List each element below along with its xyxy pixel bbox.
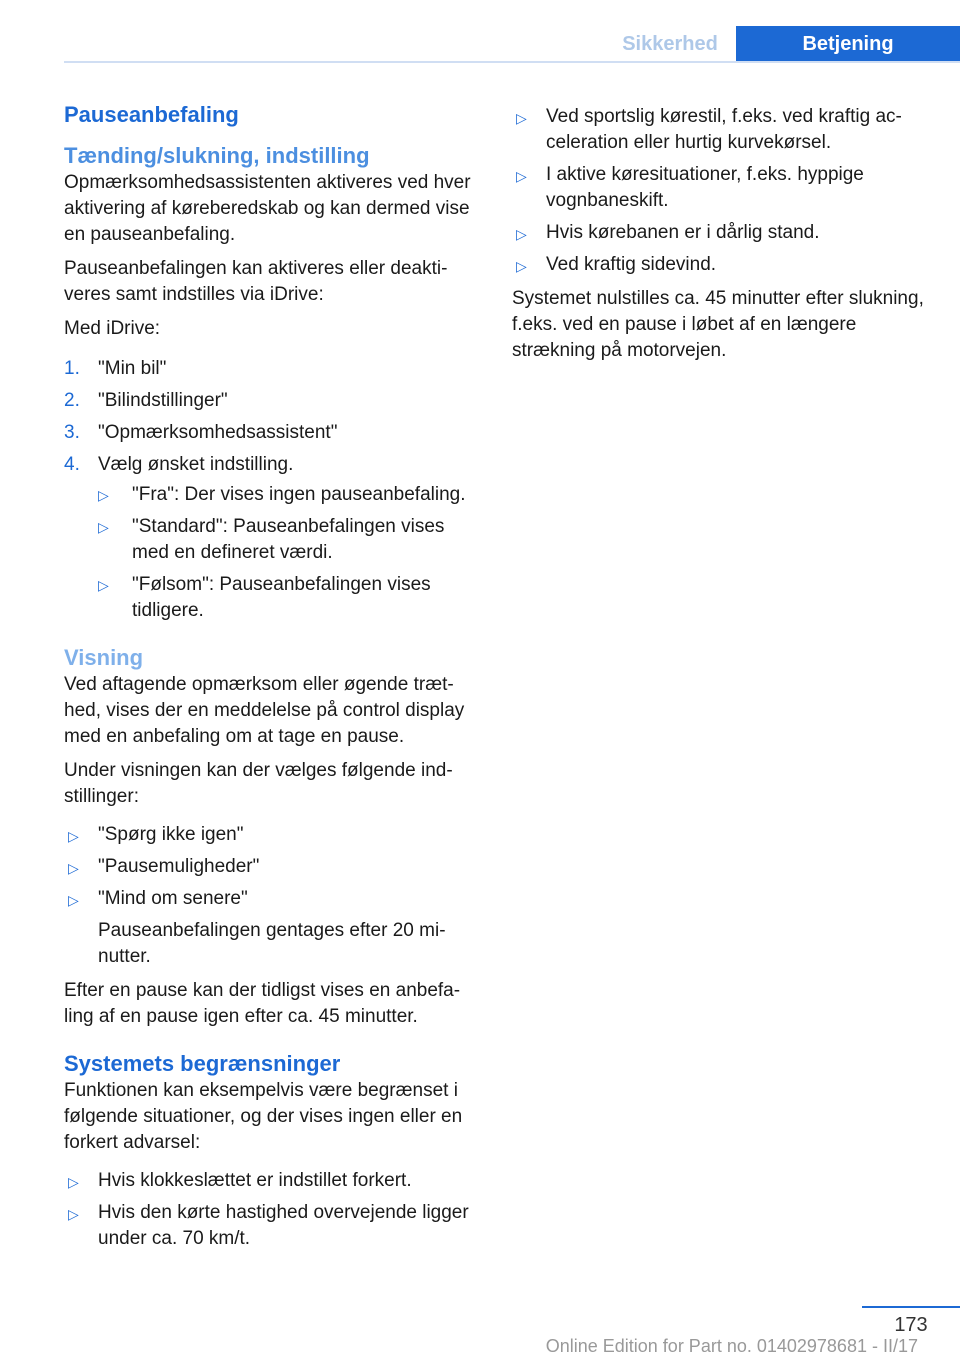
list-item — [512, 104, 930, 156]
list-item — [64, 356, 482, 382]
limits-list — [64, 1168, 482, 1252]
list-item — [64, 420, 482, 446]
paragraph: Ved aftagende opmærksom eller øgende træthed, vises der en meddelelse på control display med en anbefaling om at tage en pause. — [64, 674, 465, 747]
triangle-bullet-icon: ▷ — [98, 519, 109, 535]
list-item — [64, 388, 482, 414]
list-item — [64, 886, 482, 970]
option-text: "Standard": Pauseanbefalingen vises med en defineret værdi. — [132, 516, 445, 563]
page-number-rule — [862, 1306, 960, 1308]
step-text: "Bilindstillinger" — [98, 390, 228, 411]
list-item — [98, 514, 482, 566]
paragraph: Med iDrive: — [64, 318, 161, 339]
page-number: 173 — [894, 1314, 928, 1336]
triangle-bullet-icon: ▷ — [516, 226, 527, 242]
page-title: Pauseanbefaling — [64, 102, 239, 127]
header-divider — [64, 61, 960, 63]
list-item — [64, 1200, 482, 1252]
section-heading-display: Visning — [64, 645, 144, 670]
paragraph: Opmærksomhedsassistenten aktiveres ved hver aktivering af køreberedskab og kan dermed vise en pauseanbefaling. — [64, 172, 471, 245]
left-column — [64, 100, 482, 1260]
paragraph: Efter en pause kan der tidligst vises en anbefaling af en pause igen efter ca. 45 minutter. — [64, 980, 461, 1027]
step-number: 4. — [64, 454, 80, 475]
step-number: 2. — [64, 390, 80, 411]
triangle-bullet-icon: ▷ — [68, 828, 79, 844]
option-text: "Mind om senere" — [98, 888, 248, 909]
paragraph: Pauseanbefalingen kan aktiveres eller deaktiveres samt indstilles via iDrive: — [64, 258, 448, 305]
paragraph: Under visningen kan der vælges følgende indstillinger: — [64, 760, 453, 807]
triangle-bullet-icon: ▷ — [98, 577, 109, 593]
paragraph: Systemet nulstilles ca. 45 minutter efter slukning, f.eks. ved en pause i løbet af en længere strækning på motorvejen. — [512, 288, 924, 361]
section-heading-activation: Tænding/slukning, indstilling — [64, 143, 370, 168]
section-heading-limits: Systemets begrænsninger — [64, 1051, 341, 1076]
tab-sikkerhed[interactable]: Sikkerhed — [604, 26, 736, 62]
list-item — [64, 822, 482, 848]
triangle-bullet-icon: ▷ — [68, 1174, 79, 1190]
list-item — [98, 482, 482, 508]
setting-options-list — [98, 482, 482, 624]
triangle-bullet-icon: ▷ — [516, 110, 527, 126]
list-item — [64, 452, 482, 624]
option-text: "Spørg ikke igen" — [98, 824, 244, 845]
list-item — [512, 162, 930, 214]
limit-text: Ved sportslig kørestil, f.eks. ved kraftig acceleration eller hurtig kurvekørsel. — [546, 106, 902, 153]
limit-text: Ved kraftig sidevind. — [546, 254, 717, 275]
right-column — [512, 104, 930, 372]
display-options-list — [64, 822, 482, 970]
triangle-bullet-icon: ▷ — [68, 892, 79, 908]
step-text: Vælg ønsket indstilling. — [98, 454, 294, 475]
footer-edition: Online Edition for Part no. 01402978681 - II/17 — [545, 1336, 918, 1356]
option-text: "Følsom": Pauseanbefalingen vises tidligere. — [132, 574, 431, 621]
triangle-bullet-icon: ▷ — [68, 860, 79, 876]
step-number: 1. — [64, 358, 80, 379]
list-item — [64, 1168, 482, 1194]
limit-text: Hvis den kørte hastighed overvejende ligger under ca. 70 km/t. — [98, 1202, 469, 1249]
step-text: "Opmærksomhedsassistent" — [98, 422, 338, 443]
option-text: "Pausemuligheder" — [98, 856, 260, 877]
option-note: Pauseanbefalingen gentages efter 20 minutter. — [98, 920, 446, 967]
list-item — [512, 220, 930, 246]
tab-betjening[interactable]: Betjening — [736, 26, 960, 62]
steps-list — [64, 356, 482, 624]
triangle-bullet-icon: ▷ — [98, 487, 109, 503]
step-text: "Min bil" — [98, 358, 167, 379]
triangle-bullet-icon: ▷ — [68, 1206, 79, 1222]
list-item — [98, 572, 482, 624]
list-item — [512, 252, 930, 278]
limit-text: Hvis kørebanen er i dårlig stand. — [546, 222, 820, 243]
list-item — [64, 854, 482, 880]
limit-text: Hvis klokkeslættet er indstillet forkert. — [98, 1170, 412, 1191]
triangle-bullet-icon: ▷ — [516, 168, 527, 184]
limit-text: I aktive køresituationer, f.eks. hyppige vognbaneskift. — [546, 164, 864, 211]
paragraph: Funktionen kan eksempelvis være begrænset i følgende situationer, og der vises ingen eller en forkert advarsel: — [64, 1080, 463, 1153]
limits-list-continued — [512, 104, 930, 278]
step-number: 3. — [64, 422, 80, 443]
option-text: "Fra": Der vises ingen pauseanbefaling. — [132, 484, 466, 505]
triangle-bullet-icon: ▷ — [516, 258, 527, 274]
